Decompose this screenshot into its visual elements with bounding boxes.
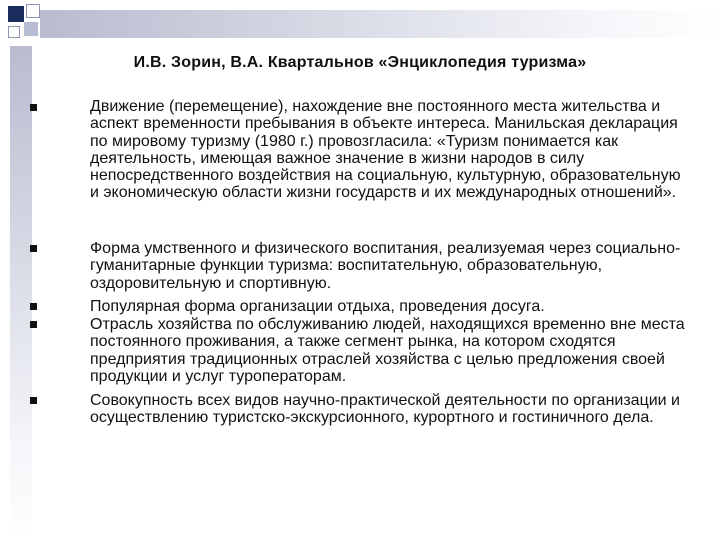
bullet-item-1: Движение (перемещение), нахождение вне постоянного места жительства и аспект временности пребывания в объекте интереса. Манильская декларация по мировому туризму (1980 г.) провозгласила: «Туризм понимается как деятельность, имеющая важное значение в жизни народов в силу непосредственного воздействия на социальную, культурную, образовательную и экономическую области жизни государств и их международных отношений». — [90, 98, 681, 202]
bullet-item-4: Отрасль хозяйства по обслуживанию людей, находящихся временно вне места постоянного проживания, а также сегмент рынка, на котором сходятся предприятия традиционных отраслей хозяйства с целью предложения своей продукции и услуг туроператорам. — [90, 316, 685, 385]
slide-title: И.В. Зорин, В.А. Квартальнов «Энциклопедия туризма» — [133, 54, 587, 71]
bullet-marker — [30, 104, 37, 111]
left-decorative-band — [10, 46, 32, 540]
bullet-item-5: Совокупность всех видов научно-практической деятельности по организации и осуществлению туристско-экскурсионного, курортного и гостиничного дела. — [90, 392, 680, 427]
corner-square-outline-small — [8, 26, 20, 38]
bullet-marker — [30, 245, 37, 252]
corner-square-outline — [26, 4, 40, 18]
bullet-marker — [30, 303, 37, 310]
bullet-marker — [30, 321, 37, 328]
corner-square-dark — [8, 6, 24, 22]
bullet-item-3: Популярная форма организации отдыха, проведения досуга. — [90, 298, 545, 315]
corner-square-mid — [24, 22, 38, 36]
bullet-item-2: Форма умственного и физического воспитания, реализуемая через социально-гуманитарные функции туризма: воспитательную, образовательную, оздоровительную и спортивную. — [90, 240, 681, 292]
bullet-marker — [30, 397, 37, 404]
top-decorative-band — [40, 10, 720, 38]
